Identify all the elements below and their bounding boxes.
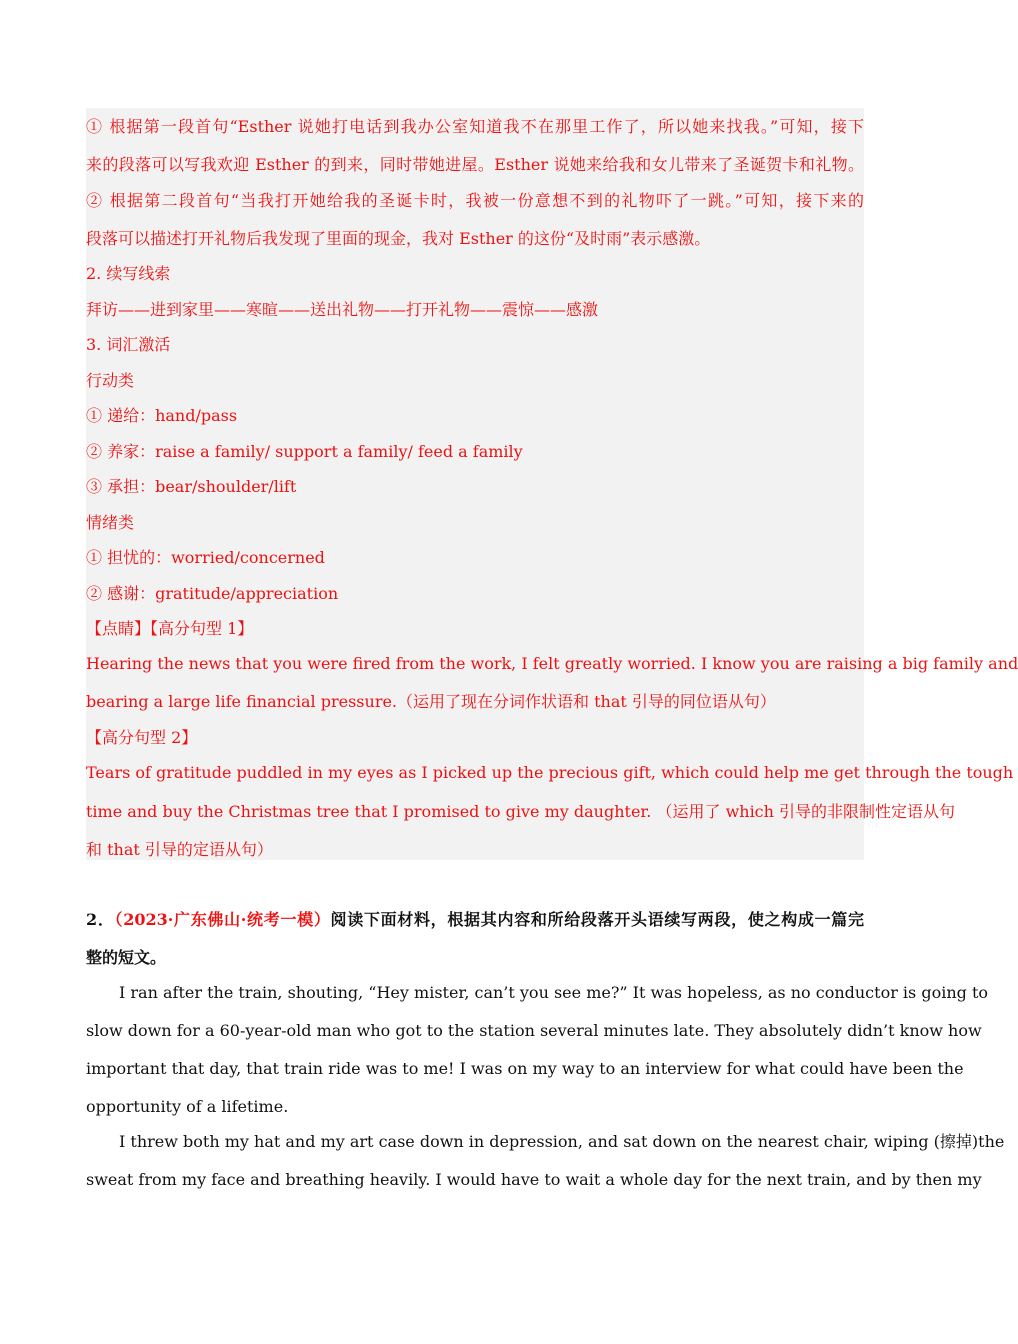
- analysis-line: ② 根据第二段首句“当我打开她给我的圣诞卡时，我被一份意想不到的礼物吓了一跳。”可知，接下来的: [86, 191, 864, 210]
- passage-line: slow down for a 60-year-old man who got to the station several minutes late. They absolutely didn’t know how: [86, 1021, 982, 1040]
- question-instruction: 阅读下面材料，根据其内容和所给段落开头语续写两段，使之构成一篇完: [330, 910, 864, 929]
- model-sentence-line: time and buy the Christmas tree that I promised to give my daughter. （运用了 which 引导的非限制性定语从句: [86, 802, 956, 821]
- highlight-heading: 【高分句型 2】: [86, 728, 198, 747]
- model-sentence-line: Tears of gratitude puddled in my eyes as I picked up the precious gift, which could help me get through the tough: [86, 763, 1014, 782]
- highlight-heading: 【点睛】【高分句型 1】: [86, 619, 254, 638]
- passage-line: opportunity of a lifetime.: [86, 1097, 289, 1116]
- plot-clues: 拜访——进到家里——寒暄——送出礼物——打开礼物——震惊——感激: [86, 300, 599, 319]
- passage-line: sweat from my face and breathing heavily. I would have to wait a whole day for the next train, and by then my: [86, 1170, 982, 1189]
- vocab-category: 行动类: [86, 371, 135, 390]
- model-sentence-line: Hearing the news that you were fired from the work, I felt greatly worried. I know you are raising a big family and: [86, 654, 1018, 673]
- vocab-item: ② 感谢：gratitude/appreciation: [86, 584, 339, 603]
- vocab-item: ② 养家：raise a family/ support a family/ feed a family: [86, 442, 523, 461]
- model-sentence-line: 和 that 引导的定语从句）: [86, 840, 273, 859]
- vocab-item: ③ 承担：bear/shoulder/lift: [86, 477, 297, 496]
- vocab-category: 情绪类: [86, 513, 135, 532]
- model-sentence-line: bearing a large life financial pressure.（运用了现在分词作状语和 that 引导的同位语从句）: [86, 692, 776, 711]
- question-source: （2023·广东佛山·统考一模）: [114, 910, 331, 929]
- analysis-line: 段落可以描述打开礼物后我发现了里面的现金，我对 Esther 的这份“及时雨”表示感激。: [86, 229, 711, 248]
- question-number: 2．: [86, 910, 115, 929]
- vocab-item: ① 担忧的：worried/concerned: [86, 548, 325, 567]
- passage-line: important that day, that train ride was to me! I was on my way to an interview for what could have been the: [86, 1059, 964, 1078]
- section-heading: 3. 词汇激活: [86, 335, 171, 354]
- section-heading: 2. 续写线索: [86, 264, 171, 283]
- question-instruction-cont: 整的短文。: [86, 948, 167, 967]
- question-header: [86, 910, 864, 930]
- analysis-line: 来的段落可以写我欢迎 Esther 的到来，同时带她进屋。Esther 说她来给我和女儿带来了圣诞贺卡和礼物。: [86, 155, 864, 174]
- analysis-line: ① 根据第一段首句“Esther 说她打电话到我办公室知道我不在那里工作了，所以她来找我。”可知，接下: [86, 117, 864, 136]
- passage-line: I ran after the train, shouting, “Hey mister, can’t you see me?” It was hopeless, as no conductor is going to: [119, 983, 989, 1002]
- vocab-item: ① 递给：hand/pass: [86, 406, 238, 425]
- passage-line: I threw both my hat and my art case down in depression, and sat down on the nearest chair, wiping (擦掉)the: [119, 1132, 1005, 1151]
